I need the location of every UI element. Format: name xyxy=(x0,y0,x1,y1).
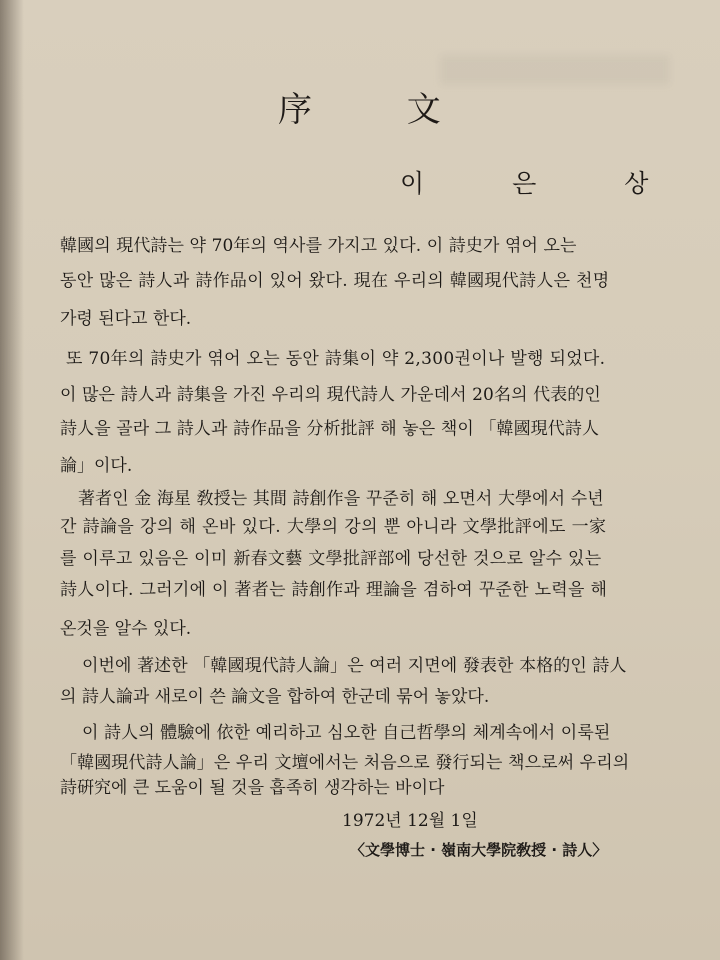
bleed-through-text xyxy=(440,55,670,85)
body-line: 이 많은 詩人과 詩集을 가진 우리의 現代詩人 가운데서 20名의 代表的인 xyxy=(60,385,601,405)
body-line: 詩人을 골라 그 詩人과 詩作品을 分析批評 해 놓은 책이 「韓國現代詩人 xyxy=(60,419,600,439)
body-line: 著者인 金 海星 敎授는 其間 詩創作을 꾸준히 해 오면서 大學에서 수년 xyxy=(78,489,604,509)
body-line: 간 詩論을 강의 해 온바 있다. 大學의 강의 뿐 아니라 文學批評에도 一家 xyxy=(60,517,607,537)
date-line: 1972년 12월 1일 xyxy=(342,811,478,831)
body-line: 동안 많은 詩人과 詩作品이 있어 왔다. 現在 우리의 韓國現代詩人은 천명 xyxy=(60,271,610,291)
body-line: 詩人이다. 그러기에 이 著者는 詩創作과 理論을 겸하여 꾸준한 노력을 해 xyxy=(60,580,608,600)
body-line: 이 詩人의 體驗에 依한 예리하고 심오한 自己哲學의 체계속에서 이룩된 xyxy=(82,723,611,743)
author-name: 이 은 상 xyxy=(400,169,689,198)
body-line: 가령 된다고 한다. xyxy=(60,309,192,329)
page-gutter-shadow xyxy=(0,0,24,960)
author-credentials: 〈文學博士 · 嶺南大學院敎授 · 詩人〉 xyxy=(350,841,608,859)
body-line: 이번에 著述한 「韓國現代詩人論」은 여러 지면에 發表한 本格的인 詩人 xyxy=(82,656,627,676)
body-line: 詩硏究에 큰 도움이 될 것을 흡족히 생각하는 바이다 xyxy=(60,778,445,798)
body-line: 「韓國現代詩人論」은 우리 文壇에서는 처음으로 發行되는 책으로써 우리의 xyxy=(60,753,630,773)
body-line: 論」이다. xyxy=(60,456,133,476)
body-line: 를 이루고 있음은 이미 新春文藝 文學批評部에 당선한 것으로 알수 있는 xyxy=(60,549,602,569)
body-line: 의 詩人論과 새로이 쓴 論文을 합하여 한군데 묶어 놓았다. xyxy=(60,687,490,707)
body-line: 또 70年의 詩史가 엮어 오는 동안 詩集이 약 2,300권이나 발행 되었다. xyxy=(66,349,606,369)
body-line: 韓國의 現代詩는 약 70年의 역사를 가지고 있다. 이 詩史가 엮어 오는 xyxy=(60,236,577,256)
body-line: 온것을 알수 있다. xyxy=(60,619,192,639)
page-title: 序 文 xyxy=(278,90,483,130)
